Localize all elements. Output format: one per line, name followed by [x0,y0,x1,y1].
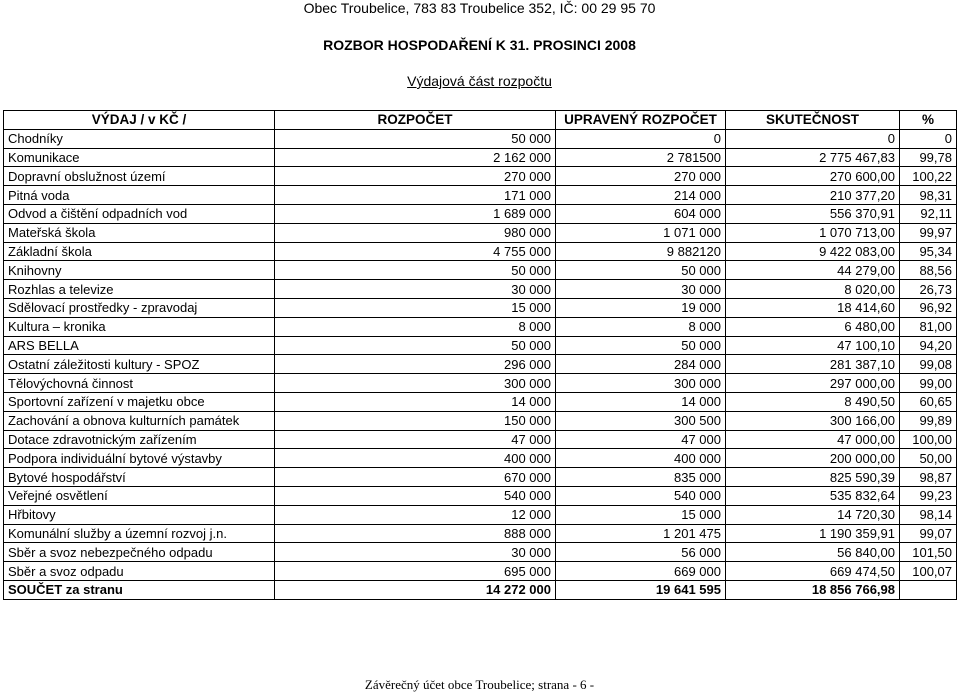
table-row [4,280,957,299]
column-header-expense: VÝDAJ / v KČ / [4,111,275,130]
cell-actual: 200 000,00 [726,449,900,468]
expenditure-table [3,110,957,600]
cell-percent: 92,11 [900,204,957,223]
cell-percent: 0 [900,129,957,148]
cell-budget: 8 000 [275,317,556,336]
cell-expense-name: Pitná voda [4,186,275,205]
cell-budget: 2 162 000 [275,148,556,167]
cell-budget: 270 000 [275,167,556,186]
table-row [4,148,957,167]
cell-percent: 100,00 [900,430,957,449]
table-row [4,486,957,505]
table-body [4,129,957,580]
cell-actual: 2 775 467,83 [726,148,900,167]
cell-percent: 99,97 [900,223,957,242]
total-label: SOUČET za stranu [4,580,275,599]
cell-adjusted-budget: 8 000 [556,317,726,336]
cell-expense-name: Sportovní zařízení v majetku obce [4,392,275,411]
cell-expense-name: Komunální služby a územní rozvoj j.n. [4,524,275,543]
cell-budget: 695 000 [275,562,556,581]
cell-percent: 99,23 [900,486,957,505]
cell-actual: 825 590,39 [726,468,900,487]
cell-percent: 81,00 [900,317,957,336]
cell-adjusted-budget: 50 000 [556,336,726,355]
cell-percent: 98,14 [900,505,957,524]
cell-expense-name: Sdělovací prostředky - zpravodaj [4,298,275,317]
cell-actual: 535 832,64 [726,486,900,505]
cell-percent: 96,92 [900,298,957,317]
table-row [4,298,957,317]
cell-budget: 50 000 [275,129,556,148]
cell-percent: 99,07 [900,524,957,543]
cell-expense-name: Chodníky [4,129,275,148]
cell-percent: 100,22 [900,167,957,186]
cell-adjusted-budget: 300 500 [556,411,726,430]
cell-percent: 99,00 [900,374,957,393]
cell-percent: 100,07 [900,562,957,581]
cell-adjusted-budget: 47 000 [556,430,726,449]
table-row [4,129,957,148]
total-row [4,580,957,599]
cell-percent: 94,20 [900,336,957,355]
cell-adjusted-budget: 300 000 [556,374,726,393]
cell-percent: 99,08 [900,355,957,374]
cell-adjusted-budget: 9 882120 [556,242,726,261]
cell-actual: 1 070 713,00 [726,223,900,242]
total-budget: 14 272 000 [275,580,556,599]
total-percent [900,580,957,599]
cell-budget: 14 000 [275,392,556,411]
cell-percent: 99,89 [900,411,957,430]
cell-adjusted-budget: 50 000 [556,261,726,280]
column-header-percent: % [900,111,957,130]
total-adjusted-budget: 19 641 595 [556,580,726,599]
cell-percent: 88,56 [900,261,957,280]
cell-budget: 15 000 [275,298,556,317]
cell-actual: 556 370,91 [726,204,900,223]
cell-percent: 101,50 [900,543,957,562]
table-row [4,562,957,581]
cell-actual: 0 [726,129,900,148]
cell-budget: 150 000 [275,411,556,430]
cell-actual: 300 166,00 [726,411,900,430]
cell-budget: 1 689 000 [275,204,556,223]
table-row [4,167,957,186]
cell-actual: 18 414,60 [726,298,900,317]
cell-actual: 297 000,00 [726,374,900,393]
table-row [4,223,957,242]
cell-actual: 44 279,00 [726,261,900,280]
table-row [4,374,957,393]
table-row [4,505,957,524]
cell-expense-name: Hřbitovy [4,505,275,524]
table-row [4,392,957,411]
cell-actual: 47 000,00 [726,430,900,449]
cell-budget: 30 000 [275,543,556,562]
cell-percent: 98,31 [900,186,957,205]
cell-expense-name: Komunikace [4,148,275,167]
cell-percent: 95,34 [900,242,957,261]
cell-adjusted-budget: 540 000 [556,486,726,505]
cell-adjusted-budget: 214 000 [556,186,726,205]
cell-expense-name: Zachování a obnova kulturních památek [4,411,275,430]
page-footer: Závěrečný účet obce Troubelice; strana - 6 - [364,677,595,692]
cell-expense-name: Sběr a svoz nebezpečného odpadu [4,543,275,562]
cell-percent: 60,65 [900,392,957,411]
table-header-row [4,111,957,130]
cell-actual: 8 490,50 [726,392,900,411]
cell-budget: 400 000 [275,449,556,468]
cell-actual: 281 387,10 [726,355,900,374]
cell-adjusted-budget: 15 000 [556,505,726,524]
cell-budget: 47 000 [275,430,556,449]
table-row [4,336,957,355]
cell-budget: 540 000 [275,486,556,505]
column-header-actual: SKUTEČNOST [726,111,900,130]
cell-adjusted-budget: 14 000 [556,392,726,411]
table-row [4,317,957,336]
cell-expense-name: Mateřská škola [4,223,275,242]
cell-expense-name: Tělovýchovná činnost [4,374,275,393]
cell-expense-name: Dopravní obslužnost území [4,167,275,186]
cell-expense-name: Ostatní záležitosti kultury - SPOZ [4,355,275,374]
section-title: Výdajová část rozpočtu [407,73,552,89]
table-row [4,242,957,261]
cell-adjusted-budget: 56 000 [556,543,726,562]
cell-expense-name: Veřejné osvětlení [4,486,275,505]
cell-budget: 980 000 [275,223,556,242]
cell-budget: 300 000 [275,374,556,393]
cell-actual: 9 422 083,00 [726,242,900,261]
table-row [4,204,957,223]
cell-percent: 26,73 [900,280,957,299]
cell-budget: 4 755 000 [275,242,556,261]
total-actual: 18 856 766,98 [726,580,900,599]
cell-adjusted-budget: 19 000 [556,298,726,317]
cell-actual: 47 100,10 [726,336,900,355]
document-title: ROZBOR HOSPODAŘENÍ K 31. PROSINCI 2008 [323,37,636,53]
cell-actual: 56 840,00 [726,543,900,562]
cell-expense-name: Kultura – kronika [4,317,275,336]
cell-actual: 6 480,00 [726,317,900,336]
cell-expense-name: Knihovny [4,261,275,280]
cell-actual: 210 377,20 [726,186,900,205]
cell-adjusted-budget: 835 000 [556,468,726,487]
cell-actual: 669 474,50 [726,562,900,581]
cell-expense-name: Základní škola [4,242,275,261]
table-row [4,543,957,562]
cell-actual: 14 720,30 [726,505,900,524]
cell-expense-name: Dotace zdravotnickým zařízením [4,430,275,449]
cell-budget: 50 000 [275,336,556,355]
table-row [4,355,957,374]
table-row [4,261,957,280]
cell-budget: 30 000 [275,280,556,299]
cell-percent: 98,87 [900,468,957,487]
cell-percent: 50,00 [900,449,957,468]
cell-adjusted-budget: 2 781500 [556,148,726,167]
cell-percent: 99,78 [900,148,957,167]
cell-budget: 670 000 [275,468,556,487]
table-row [4,524,957,543]
cell-adjusted-budget: 0 [556,129,726,148]
cell-budget: 296 000 [275,355,556,374]
cell-actual: 8 020,00 [726,280,900,299]
column-header-adjusted-budget: UPRAVENÝ ROZPOČET [556,111,726,130]
cell-adjusted-budget: 1 201 475 [556,524,726,543]
cell-budget: 50 000 [275,261,556,280]
cell-adjusted-budget: 1 071 000 [556,223,726,242]
table-row [4,430,957,449]
column-header-budget: ROZPOČET [275,111,556,130]
cell-actual: 270 600,00 [726,167,900,186]
cell-expense-name: Odvod a čištění odpadních vod [4,204,275,223]
cell-adjusted-budget: 400 000 [556,449,726,468]
table-row [4,468,957,487]
table-row [4,186,957,205]
cell-expense-name: Rozhlas a televize [4,280,275,299]
cell-expense-name: Podpora individuální bytové výstavby [4,449,275,468]
cell-adjusted-budget: 604 000 [556,204,726,223]
cell-budget: 888 000 [275,524,556,543]
cell-actual: 1 190 359,91 [726,524,900,543]
cell-adjusted-budget: 284 000 [556,355,726,374]
cell-expense-name: Bytové hospodářství [4,468,275,487]
cell-budget: 171 000 [275,186,556,205]
cell-adjusted-budget: 669 000 [556,562,726,581]
document-header-line-1: Obec Troubelice, 783 83 Troubelice 352, IČ: 00 29 95 70 [303,0,656,16]
cell-expense-name: ARS BELLA [4,336,275,355]
cell-adjusted-budget: 270 000 [556,167,726,186]
table-row [4,411,957,430]
table-row [4,449,957,468]
cell-expense-name: Sběr a svoz odpadu [4,562,275,581]
cell-budget: 12 000 [275,505,556,524]
cell-adjusted-budget: 30 000 [556,280,726,299]
